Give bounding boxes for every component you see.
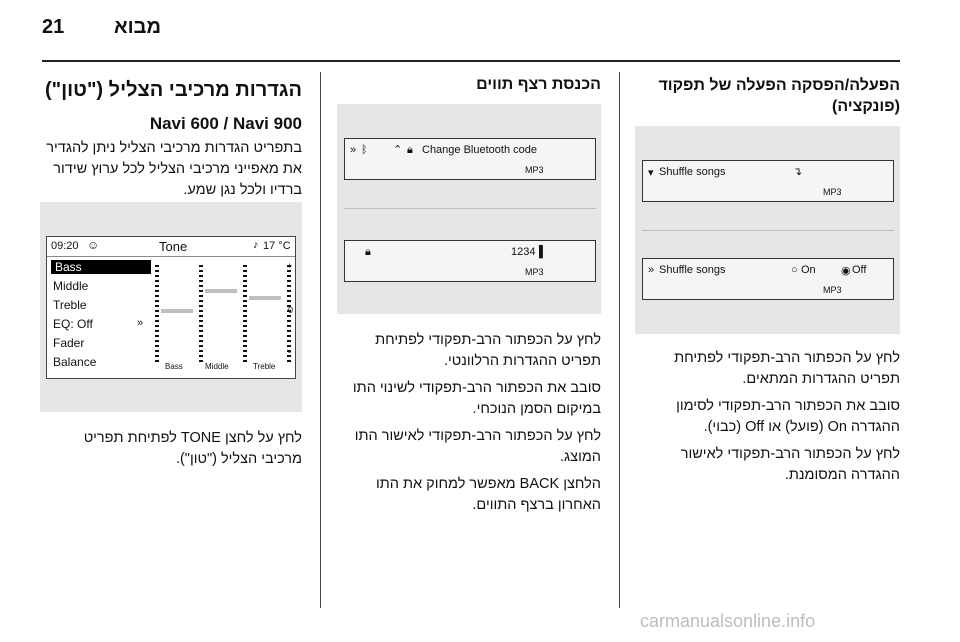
header-rule <box>42 60 900 62</box>
scale-dot <box>243 345 247 347</box>
dot-scale-1 <box>155 265 159 365</box>
radio-selected-icon: ◉ <box>841 265 851 277</box>
scale-dot <box>155 340 159 342</box>
tone-title: Tone <box>159 239 188 254</box>
scale-dot <box>199 290 203 292</box>
right-col-figure <box>635 126 900 334</box>
signal-icon: ⌃ <box>393 144 403 156</box>
scale-dot <box>243 315 247 317</box>
scale-dot <box>287 295 291 297</box>
scale-dot <box>243 340 247 342</box>
mp3-label-top: MP3 <box>525 165 544 175</box>
shuffle-arrow-icon: ↴ <box>793 166 803 178</box>
double-chevron-icon: » <box>648 264 655 276</box>
bass-level-bar <box>161 309 193 313</box>
middle-para-1: לחץ על הכפתור הרב-תפקודי לפתיחת תפריט ההגדרות הרלוונטי. <box>375 332 601 370</box>
scale-dot <box>243 350 247 352</box>
scale-dot <box>199 350 203 352</box>
cursor-icon: ▌ <box>539 246 547 258</box>
bt-code-panel <box>344 138 596 180</box>
middle-col-figure <box>337 104 601 314</box>
scale-dot <box>155 315 159 317</box>
left-col-subtitle: Navi 600 / Navi 900 <box>149 114 302 133</box>
scale-dot <box>243 355 247 357</box>
scale-dot <box>155 345 159 347</box>
section-title: מבוא <box>114 16 162 38</box>
double-chevron-icon: » <box>350 144 357 156</box>
shuffle-label-bottom: Shuffle songs <box>659 264 726 276</box>
scale-dot <box>287 360 291 362</box>
scale-dot <box>287 290 291 292</box>
music-icon: ♪ <box>253 239 259 251</box>
scale-dot <box>243 310 247 312</box>
scale-dot <box>287 325 291 327</box>
scale-dot <box>287 315 291 317</box>
scale-dot <box>243 285 247 287</box>
scale-dot <box>155 325 159 327</box>
scale-dot <box>287 330 291 332</box>
scale-dot <box>243 275 247 277</box>
scale-dot <box>155 305 159 307</box>
scale-dot <box>155 360 159 362</box>
scale-dot <box>155 290 159 292</box>
menu-item-bass[interactable]: Bass <box>51 260 151 274</box>
right-col-text <box>635 348 900 492</box>
scale-dot <box>155 295 159 297</box>
scale-dot <box>155 320 159 322</box>
scale-dot <box>287 280 291 282</box>
mp3-label-top: MP3 <box>823 187 842 197</box>
shuffle-panel-top <box>642 160 894 202</box>
scale-dot <box>155 350 159 352</box>
phone-icon: ☺ <box>87 238 100 252</box>
middle-level-bar <box>205 289 237 293</box>
scale-dot <box>243 335 247 337</box>
watermark: carmanualsonline.info <box>640 611 816 631</box>
scale-plus: + <box>287 261 293 271</box>
page-number: 21 <box>42 16 65 38</box>
menu-item-fader[interactable]: Fader <box>53 336 85 350</box>
scale-zero: 0 <box>288 305 294 315</box>
option-off: Off <box>852 264 867 276</box>
scale-dot <box>243 300 247 302</box>
tone-status-bar <box>47 237 295 257</box>
scale-dot <box>155 300 159 302</box>
scale-dot <box>199 335 203 337</box>
dot-scale-3 <box>243 265 247 365</box>
code-entry-panel <box>344 240 596 282</box>
mp3-label-bottom: MP3 <box>823 285 842 295</box>
menu-item-middle[interactable]: Middle <box>53 279 89 293</box>
scale-dot <box>199 345 203 347</box>
scale-dot <box>199 305 203 307</box>
chevron-right-icon: » <box>137 317 144 329</box>
scale-dot <box>243 280 247 282</box>
col-label-middle: Middle <box>205 362 229 371</box>
menu-item-balance[interactable]: Balance <box>53 355 97 369</box>
scale-dot <box>287 335 291 337</box>
right-para-2: סובב את הכפתור הרב-תפקודי לסימון ההגדרה On (פועל) או Off (כבוי). <box>676 398 900 436</box>
scale-dot <box>199 355 203 357</box>
column-divider-right <box>619 72 620 608</box>
scale-minus: - <box>288 347 291 357</box>
scale-dot <box>243 265 247 267</box>
treble-level-bar <box>249 296 281 300</box>
option-on: On <box>801 264 816 276</box>
left-col-caption: לחץ על לחצן TONE לפתיחת תפריט מרכיבי הצליל ("טון"). <box>83 430 302 468</box>
col-label-bass: Bass <box>165 362 183 371</box>
scale-dot <box>199 295 203 297</box>
scale-dot <box>155 310 159 312</box>
shuffle-panel-bottom <box>642 258 894 300</box>
right-para-3: לחץ על הכפתור הרב-תפקודי לאישור ההגדרה המסומנת. <box>680 446 900 484</box>
scale-dot <box>243 270 247 272</box>
middle-col-text <box>337 330 601 522</box>
bt-code-label: Change Bluetooth code <box>422 144 537 156</box>
lock-icon: 🔒︎ <box>365 246 371 258</box>
radio-empty-icon: ○ <box>791 264 798 276</box>
scale-dot <box>287 320 291 322</box>
tone-figure <box>40 202 302 412</box>
scale-dot <box>155 280 159 282</box>
scale-dot <box>155 335 159 337</box>
scale-dot <box>243 290 247 292</box>
scale-dot <box>243 305 247 307</box>
temperature: 17 °C <box>263 240 291 252</box>
scale-dot <box>155 355 159 357</box>
tone-screen <box>46 236 296 379</box>
scale-dot <box>199 275 203 277</box>
scale-dot <box>287 275 291 277</box>
scale-dot <box>199 320 203 322</box>
scale-dot <box>199 280 203 282</box>
lock-icon: 🔒︎ <box>407 144 413 156</box>
bluetooth-icon: ᛒ <box>361 144 368 156</box>
scale-dot <box>199 360 203 362</box>
middle-col-title: הכנסת רצף תווים <box>476 76 601 93</box>
scale-dot <box>199 330 203 332</box>
mp3-label-bottom: MP3 <box>525 267 544 277</box>
scale-dot <box>199 300 203 302</box>
menu-item-eq[interactable]: EQ: Off <box>53 317 93 331</box>
menu-item-treble[interactable]: Treble <box>53 298 87 312</box>
scale-dot <box>199 315 203 317</box>
middle-para-3: לחץ על הכפתור הרב-תפקודי לאישור התו המוצג. <box>354 428 601 466</box>
figure-separator <box>344 208 596 209</box>
right-para-1: לחץ על הכפתור הרב-תפקודי לפתיחת תפריט ההגדרות המתאים. <box>674 350 900 388</box>
scale-dot <box>155 265 159 267</box>
scale-dot <box>155 285 159 287</box>
middle-para-4: הלחצן BACK מאפשר למחוק את התו האחרון ברצף התווים. <box>376 476 601 514</box>
scale-dot <box>243 330 247 332</box>
code-entry-value: 1234 <box>511 246 536 258</box>
scale-dot <box>287 285 291 287</box>
scale-dot <box>199 325 203 327</box>
shuffle-label-top: Shuffle songs <box>659 166 726 178</box>
scale-dot <box>287 340 291 342</box>
scale-dot <box>155 330 159 332</box>
scale-dot <box>243 325 247 327</box>
triangle-down-icon: ▾ <box>648 167 654 179</box>
middle-para-2: סובב את הכפתור הרב-תפקודי לשינוי התו במיקום הסמן הנוכחי. <box>352 380 601 418</box>
scale-dot <box>155 275 159 277</box>
scale-dot <box>199 310 203 312</box>
right-col-title: הפעלה/הפסקה הפעלה של תפקוד (פונקציה) <box>658 77 900 115</box>
scale-dot <box>243 295 247 297</box>
scale-dot <box>199 340 203 342</box>
left-col-title: הגדרות מרכיבי הצליל ("טון") <box>44 79 302 101</box>
column-divider-left <box>320 72 321 608</box>
scale-dot <box>155 270 159 272</box>
scale-dot <box>287 300 291 302</box>
left-col-intro: בתפריט הגדרות מרכיבי הצליל ניתן להגדיר את מאפייני מרכיבי הצליל לכל ערוץ שידור ברדיו ולכל נגן שמע. <box>46 140 302 199</box>
col-label-treble: Treble <box>253 362 276 371</box>
scale-dot <box>199 270 203 272</box>
clock: 09:20 <box>51 240 79 252</box>
scale-dot <box>199 285 203 287</box>
dot-scale-2 <box>199 265 203 365</box>
scale-dot <box>199 265 203 267</box>
figure-separator <box>642 230 894 231</box>
scale-dot <box>243 360 247 362</box>
scale-dot <box>243 320 247 322</box>
